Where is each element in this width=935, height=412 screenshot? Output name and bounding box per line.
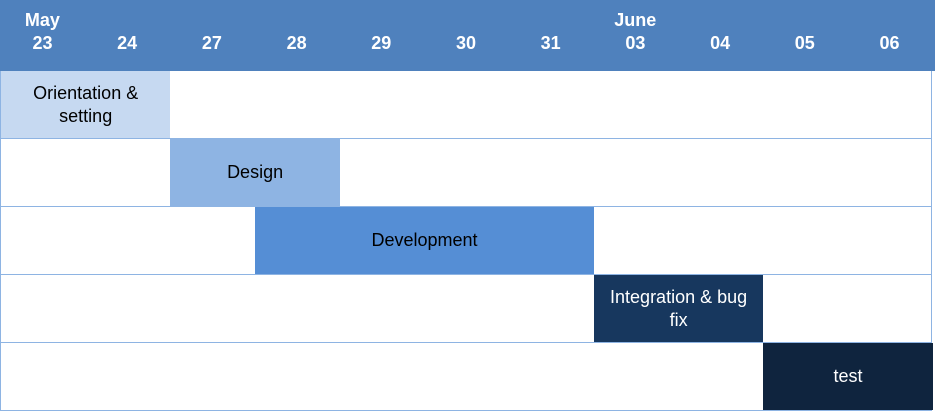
day-label: 30 (455, 33, 477, 53)
task-row (0, 275, 932, 343)
day-label: 28 (286, 33, 307, 53)
day-label: 31 (540, 33, 561, 53)
month-label-june: June (614, 10, 657, 30)
day-label: 05 (794, 33, 815, 53)
task-row (0, 139, 932, 207)
task-bar[interactable]: Integration & bug fix (594, 275, 763, 342)
day-label: 03 (625, 33, 646, 53)
day-label: 23 (32, 33, 53, 53)
task-row (0, 71, 932, 139)
day-label: 24 (117, 33, 138, 53)
task-bar[interactable]: Orientation & setting (1, 71, 170, 138)
day-label: 29 (371, 33, 392, 53)
task-row (0, 207, 932, 275)
timeline-header (0, 0, 935, 71)
task-row (0, 343, 932, 411)
day-label: 27 (201, 33, 222, 53)
month-label-may: May (24, 10, 60, 30)
task-bar[interactable]: test (763, 343, 932, 410)
task-bar[interactable]: Design (170, 139, 339, 206)
day-label: 06 (879, 33, 900, 53)
task-bar[interactable]: Development (255, 207, 594, 274)
day-label: 04 (710, 33, 731, 53)
